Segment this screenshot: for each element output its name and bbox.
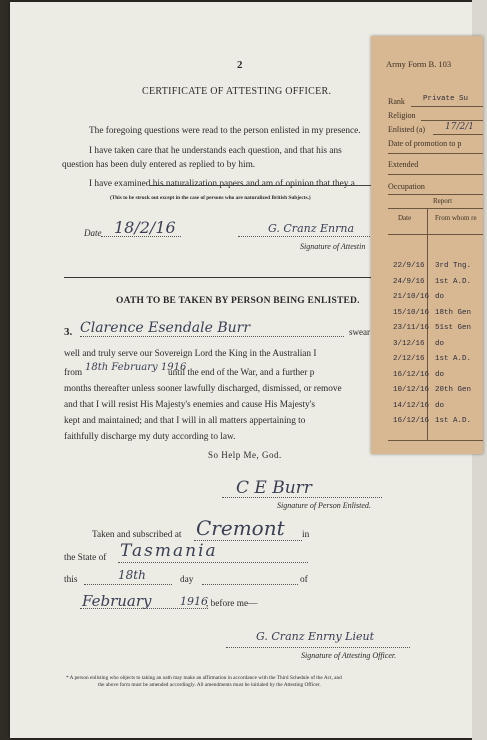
table-header-bottom (388, 234, 483, 235)
in-label: in (302, 530, 310, 540)
certificate-title: CERTIFICATE OF ATTESTING OFFICER. (142, 86, 332, 97)
report-row-from: do (435, 293, 445, 301)
this-label: this (64, 575, 78, 585)
report-row (371, 383, 483, 397)
certificate-para3: I have examined his naturalization papers and am of opinion that they a (89, 179, 355, 189)
report-row (371, 321, 483, 335)
report-row-date: 16/12/16 (393, 370, 430, 379)
report-row-date: 21/10/16 (393, 293, 430, 301)
rank-line (411, 106, 483, 107)
oath-closing: So Help Me, God. (208, 450, 282, 460)
report-row-date: 10/12/16 (393, 386, 430, 394)
oath-line4: months thereafter unless sooner lawfully discharged, dismissed, or remove (64, 384, 342, 394)
report-row-from: 3rd Tng. (435, 262, 472, 270)
oath-from-label: from (64, 368, 83, 378)
report-row-date: 2/12/16 (393, 355, 425, 363)
report-row-from: 1st A.D. (435, 355, 472, 363)
oath-start-date: 18th February 1916 (85, 362, 187, 373)
oath-line3: until the end of the War, and a further p (168, 368, 315, 378)
report-row-from: do (435, 339, 445, 348)
certificate-footnote: (This to be struck out except in the case of persons who are naturalized British Subjects.) (110, 195, 311, 201)
report-row (371, 399, 483, 413)
of-label: of (300, 575, 308, 585)
oath-line1-end: swear (349, 327, 370, 337)
taken-label: Taken and subscribed at (92, 530, 182, 540)
occupation-label: Occupation (388, 182, 425, 191)
officer-signature-line (226, 647, 410, 648)
oath-line7: faithfully discharge my duty according to law. (64, 432, 236, 442)
section-divider (64, 277, 372, 278)
certificate-para2a: I have taken care that he understands each question, and that his ans (89, 146, 342, 156)
date-label: Date (84, 228, 102, 238)
certificate-para1: The foregoing questions were read to the person enlisted in my presence. (89, 126, 361, 136)
oath-footnote-2: the above form must be amended accordingly. All amendments must be initialed by the Attesting Officer. (98, 682, 321, 688)
place-value: Cremont (196, 516, 285, 540)
officer-signature-label: Signature of Attesting Officer. (301, 651, 397, 660)
oath-line6: kept and maintained; and that I will in all matters appertaining to (64, 416, 306, 426)
page-number: 2 (237, 59, 243, 71)
oath-number: 3. (64, 326, 73, 338)
promotion-label: Date of promotion to p (388, 139, 462, 148)
rank-value: Private Su (423, 95, 469, 103)
name-dotted-line (80, 336, 344, 337)
report-row (371, 275, 483, 289)
report-row (371, 290, 483, 304)
extended-line (388, 174, 483, 175)
month-value: February (82, 592, 152, 610)
report-row-from: 18th Gen (435, 308, 472, 317)
column-from: From whom re (435, 214, 477, 222)
report-row-date: 16/12/16 (393, 417, 430, 425)
occupation-line (388, 194, 483, 195)
rank-label: Rank (388, 97, 405, 106)
report-row (371, 259, 483, 273)
officer-signature: G. Cranz Enrny Lieut (256, 630, 375, 643)
table-bottom-line (388, 440, 483, 441)
report-row-date: 22/9/16 (393, 262, 425, 270)
oath-line2: well and truly serve our Sovereign Lord the King in the Australian I (64, 349, 317, 359)
state-dotted-line (118, 562, 308, 563)
before-me-label: , before me— (206, 599, 258, 609)
strike-through-line (150, 185, 372, 186)
report-row (371, 414, 483, 428)
month-dotted-line (202, 584, 298, 585)
report-row (371, 368, 483, 382)
report-row-from: 1st A.D. (435, 417, 472, 425)
report-row-from: 1st A.D. (435, 277, 472, 286)
person-signature: C E Burr (236, 478, 312, 498)
table-header-top (388, 208, 483, 209)
oath-name-value: Clarence Esendale Burr (80, 320, 251, 336)
report-row (371, 337, 483, 351)
enlisted-label: Enlisted (a) (388, 125, 426, 134)
day-value: 18th (118, 568, 146, 582)
person-signature-line (222, 497, 382, 498)
report-row (371, 352, 483, 366)
state-value: Tasmania (120, 541, 218, 561)
day-dotted-line (84, 584, 172, 585)
report-row-date: 3/12/16 (393, 339, 425, 348)
report-row-from: do (435, 401, 445, 410)
army-form-b103-card (371, 36, 483, 454)
report-row-date: 23/11/16 (393, 324, 430, 332)
report-row-from: do (435, 370, 445, 379)
report-row-date: 24/9/16 (393, 277, 425, 286)
certificate-date-value: 18/2/16 (114, 218, 176, 237)
report-row-from: 20th Gen (435, 386, 472, 394)
report-label: Report (433, 197, 453, 205)
army-form-title: Army Form B. 103 (386, 59, 452, 69)
person-signature-label: Signature of Person Enlisted. (277, 501, 371, 510)
religion-label: Religion (388, 111, 416, 120)
enlisted-value: 17/2/1 (445, 122, 474, 132)
date-dotted-line (101, 236, 181, 237)
attesting-signature-label: Signature of Attestin (300, 242, 366, 251)
report-row-date: 15/10/16 (393, 308, 430, 317)
state-label: the State of (64, 553, 107, 563)
attesting-signature: G. Cranz Enrna (268, 222, 355, 235)
day-label: day (180, 575, 194, 585)
oath-line5: and that I will resist His Majesty's enemies and cause His Majesty's (64, 400, 315, 410)
extended-label: Extended (388, 160, 419, 169)
certificate-para2b: question has been duly entered as replied to by him. (62, 160, 256, 170)
report-row-date: 14/12/16 (393, 401, 430, 410)
report-row-from: 51st Gen (435, 324, 472, 332)
report-row (371, 306, 483, 320)
promotion-line (388, 153, 483, 154)
year-value: 1916 (180, 595, 208, 608)
year-dotted-line (80, 608, 208, 609)
religion-line (421, 120, 483, 121)
column-date: Date (398, 214, 412, 222)
oath-title: OATH TO BE TAKEN BY PERSON BEING ENLISTED. (116, 296, 360, 306)
signature-dotted-line (238, 236, 372, 237)
enlisted-line (433, 134, 483, 135)
oath-footnote-1: * A person enlisting who objects to taking an oath may make an affirmation in accordance with the Third Schedule of the Act, and (66, 675, 342, 681)
